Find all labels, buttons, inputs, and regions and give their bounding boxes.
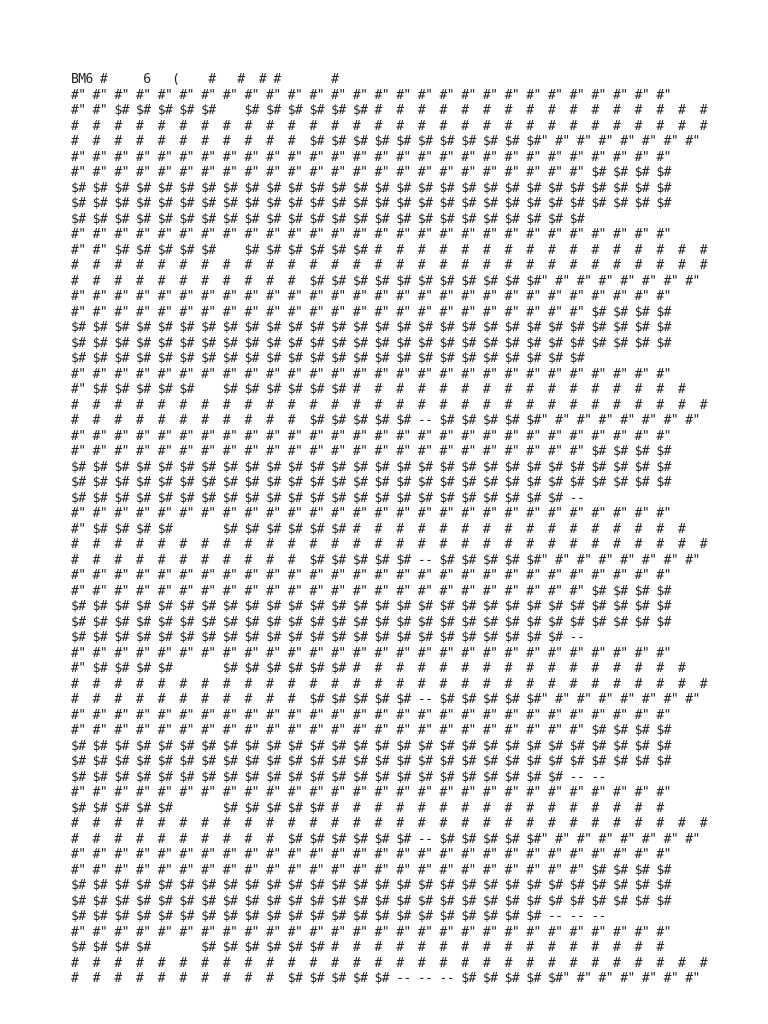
text-line: $# $# $# $# $# $# $# $# $# $# $# $# $# $# $# $# $# $# $# $# $# $# $# -- -- — [71, 769, 606, 785]
text-line: $# $# $# $# $# $# $# $# $# $# $# $# $# $# $# $# $# $# $# $# $# $# $# $# $# $# $# $# — [71, 320, 671, 335]
text-line: #" #" #" #" #" #" #" #" #" #" #" #" #" #" #" #" #" #" #" #" #" #" #" #" #" #" #" #" — [71, 568, 671, 583]
text-line: #" #" #" #" #" #" #" #" #" #" #" #" #" #" #" #" #" #" #" #" #" #" #" #" $# $# $# $# — [71, 583, 671, 599]
text-line: # # # # # # # # # # $# $# $# $# $# -- -- -- $# $# $# $# $#" #" #" #" #" #" #" — [71, 971, 700, 986]
text-line: #" #" #" #" #" #" #" #" #" #" #" #" #" #" #" #" #" #" #" #" #" #" #" #" $# $# $# $# — [71, 862, 671, 878]
text-line: #" $# $# $# $# $# $# $# $# $# $# $# # # # # # # # # # # # # # # # # — [71, 382, 686, 397]
text-line: # # # # # # # # # # # # # # # # # # # # # # # # # # # # # # — [71, 816, 707, 831]
text-line: #" #" #" #" #" #" #" #" #" #" #" #" #" #" #" #" #" #" #" #" #" #" #" #" $# $# $# $# — [71, 304, 671, 320]
text-line: BM6 # 6 ( # # # # # — [71, 72, 339, 87]
text-line: #" #" #" #" #" #" #" #" #" #" #" #" #" #" #" #" #" #" #" #" #" #" #" #" $# $# $# $# — [71, 444, 671, 459]
text-line: #" #" $# $# $# $# $# $# $# $# $# $# $# # # # # # # # # # # # # # # # # — [71, 242, 707, 258]
text-line: # # # # # # # # # # # $# $# $# $# $# -- $# $# $# $# $#" #" #" #" #" #" #" #" — [71, 692, 700, 707]
text-line: $# $# $# $# $# $# $# $# $# $# # # # # # # # # # # # # # # # # — [71, 940, 664, 955]
text-line: #" #" #" #" #" #" #" #" #" #" #" #" #" #" #" #" #" #" #" #" #" #" #" #" $# $# $# $# — [71, 723, 671, 738]
text-line: $# $# $# $# $# $# $# $# $# $# $# $# $# $# $# $# $# $# $# $# $# $# $# $# — [71, 351, 585, 366]
text-line: # # # # # # # # # # # $# $# $# $# $# $# $# $# $# $# $#" #" #" #" #" #" #" #" — [71, 273, 700, 289]
text-line: $# $# $# $# $# $# $# $# $# $# $# $# $# $# $# $# $# $# $# $# $# $# -- -- -- — [71, 909, 606, 924]
text-line: # # # # # # # # # # # # # # # # # # # # # # # # # # # # # # — [71, 955, 707, 971]
text-line: #" #" #" #" #" #" #" #" #" #" #" #" #" #" #" #" #" #" #" #" #" #" #" #" #" #" #" #" — [71, 506, 671, 521]
text-line: $# $# $# $# $# $# $# $# $# $# $# $# $# $# $# $# $# $# $# $# $# $# $# -- — [71, 490, 585, 506]
text-line: # # # # # # # # # # # # # # # # # # # # # # # # # # # # # # — [71, 397, 707, 413]
text-line: #" $# $# $# $# $# $# $# $# $# $# # # # # # # # # # # # # # # # # — [71, 521, 686, 537]
text-line: #" #" #" #" #" #" #" #" #" #" #" #" #" #" #" #" #" #" #" #" #" #" #" #" $# $# $# $# — [71, 165, 671, 180]
text-line: # # # # # # # # # # # $# $# $# $# $# -- $# $# $# $# $#" #" #" #" #" #" #" #" — [71, 413, 700, 428]
text-line: #" #" #" #" #" #" #" #" #" #" #" #" #" #" #" #" #" #" #" #" #" #" #" #" #" #" #" #" — [71, 428, 671, 444]
text-line: # # # # # # # # # # # # # # # # # # # # # # # # # # # # # # — [71, 258, 707, 273]
text-line: # # # # # # # # # # $# $# $# $# $# $# -- $# $# $# $# $#" #" #" #" #" #" #" #" — [71, 831, 700, 847]
text-line: $# $# $# $# $# $# $# $# $# $# $# $# $# $# $# $# $# $# $# $# $# $# $# -- — [71, 630, 585, 645]
text-line: # # # # # # # # # # # $# $# $# $# $# -- $# $# $# $# $#" #" #" #" #" #" #" #" — [71, 552, 700, 568]
text-line: #" $# $# $# $# $# $# $# $# $# $# # # # # # # # # # # # # # # # # — [71, 661, 686, 676]
text-line: #" #" #" #" #" #" #" #" #" #" #" #" #" #" #" #" #" #" #" #" #" #" #" #" #" #" #" #" — [71, 847, 671, 862]
text-line: $# $# $# $# $# $# $# $# $# $# $# $# $# $# $# $# $# $# $# $# $# $# $# $# $# $# $# $# — [71, 335, 671, 351]
text-line: #" #" #" #" #" #" #" #" #" #" #" #" #" #" #" #" #" #" #" #" #" #" #" #" #" #" #" #" — [71, 149, 671, 165]
text-line: #" #" #" #" #" #" #" #" #" #" #" #" #" #" #" #" #" #" #" #" #" #" #" #" #" #" #" #" — [71, 707, 671, 723]
text-line: $# $# $# $# $# $# $# $# $# $# $# $# $# $# $# $# $# $# $# $# $# $# $# $# $# $# $# $# — [71, 180, 671, 196]
text-line: $# $# $# $# $# $# $# $# $# $# $# $# $# $# $# $# $# $# $# $# $# $# $# $# $# $# $# $# — [71, 599, 671, 614]
text-line: #" #" #" #" #" #" #" #" #" #" #" #" #" #" #" #" #" #" #" #" #" #" #" #" #" #" #" #" — [71, 785, 671, 800]
text-line: $# $# $# $# $# $# $# $# $# $# $# $# $# $# $# $# $# $# $# $# $# $# $# $# $# $# $# $# — [71, 475, 671, 490]
text-line: $# $# $# $# $# $# $# $# $# $# $# $# $# $# $# $# $# $# $# $# $# $# $# $# $# $# $# $# — [71, 893, 671, 909]
text-line: # # # # # # # # # # # # # # # # # # # # # # # # # # # # # # — [71, 676, 707, 692]
text-line: #" #" #" #" #" #" #" #" #" #" #" #" #" #" #" #" #" #" #" #" #" #" #" #" #" #" #" #" — [71, 645, 671, 661]
text-line: #" #" #" #" #" #" #" #" #" #" #" #" #" #" #" #" #" #" #" #" #" #" #" #" #" #" #" #" — [71, 366, 671, 382]
document-text-block — [71, 72, 711, 987]
text-line: #" #" #" #" #" #" #" #" #" #" #" #" #" #" #" #" #" #" #" #" #" #" #" #" #" #" #" #" — [71, 924, 671, 940]
text-line: #" #" #" #" #" #" #" #" #" #" #" #" #" #" #" #" #" #" #" #" #" #" #" #" #" #" #" #" — [71, 87, 671, 103]
text-line: #" #" $# $# $# $# $# $# $# $# $# $# $# # # # # # # # # # # # # # # # # — [71, 103, 707, 118]
text-line: $# $# $# $# $# $# $# $# $# $# $# $# $# $# $# $# $# $# $# $# $# $# $# $# $# $# $# $# — [71, 754, 671, 769]
text-line: $# $# $# $# $# $# $# $# $# $# $# $# $# $# $# $# $# $# $# $# $# $# $# $# $# $# $# $# — [71, 878, 671, 893]
text-line: # # # # # # # # # # # $# $# $# $# $# $# $# $# $# $# $#" #" #" #" #" #" #" #" — [71, 134, 700, 149]
text-line: $# $# $# $# $# $# $# $# $# $# $# $# $# $# $# $# $# $# $# $# $# $# $# $# $# $# $# $# — [71, 459, 671, 475]
text-line: # # # # # # # # # # # # # # # # # # # # # # # # # # # # # # — [71, 118, 707, 134]
text-line: #" #" #" #" #" #" #" #" #" #" #" #" #" #" #" #" #" #" #" #" #" #" #" #" #" #" #" #" — [71, 227, 671, 242]
text-line: $# $# $# $# $# $# $# $# $# $# $# $# $# $# $# $# $# $# $# $# $# $# $# $# $# $# $# $# — [71, 614, 671, 630]
text-line: # # # # # # # # # # # # # # # # # # # # # # # # # # # # # # — [71, 537, 707, 552]
text-line: $# $# $# $# $# $# $# $# $# $# $# $# $# $# $# $# $# $# $# $# $# $# $# $# — [71, 211, 585, 227]
text-line: $# $# $# $# $# $# $# $# $# $# $# $# $# $# $# $# $# $# $# $# $# $# $# $# $# $# $# $# — [71, 196, 671, 211]
text-line: #" #" #" #" #" #" #" #" #" #" #" #" #" #" #" #" #" #" #" #" #" #" #" #" #" #" #" #" — [71, 289, 671, 304]
text-line: $# $# $# $# $# $# $# $# $# $# $# $# $# $# $# $# $# $# $# $# $# $# $# $# $# $# $# $# — [71, 738, 671, 754]
text-line: $# $# $# $# $# $# $# $# $# $# # # # # # # # # # # # # # # # # — [71, 800, 664, 816]
